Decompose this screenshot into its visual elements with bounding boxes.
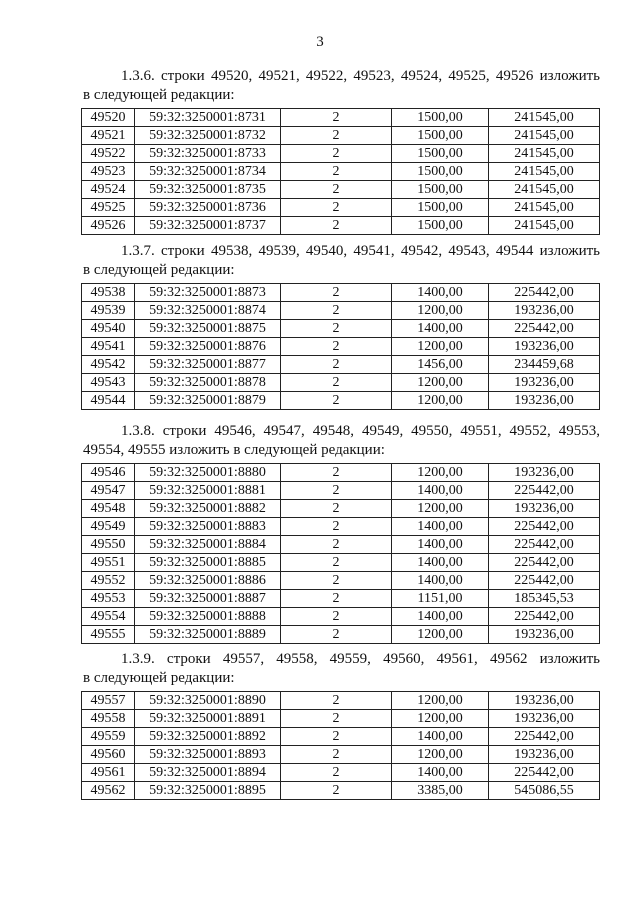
cell-area: 1200,00 (392, 374, 489, 392)
table-row (82, 536, 600, 554)
paragraph-line-1: 1.3.6. строки 49520, 49521, 49522, 49523, 49524, 49525, 49526 изложить (121, 68, 600, 84)
cell-cadastral-number: 59:32:3250001:8881 (135, 482, 281, 500)
cell-cadastral-number: 59:32:3250001:8888 (135, 608, 281, 626)
table-row (82, 782, 600, 800)
table-row (82, 163, 600, 181)
cell-area: 1400,00 (392, 518, 489, 536)
cell-area: 1200,00 (392, 464, 489, 482)
cell-row-number: 49558 (82, 710, 135, 728)
cell-row-number: 49523 (82, 163, 135, 181)
cell-value: 225442,00 (489, 764, 600, 782)
section-paragraph (83, 650, 600, 688)
table-row (82, 392, 600, 410)
cell-row-number: 49521 (82, 127, 135, 145)
cell-row-number: 49561 (82, 764, 135, 782)
cell-row-number: 49520 (82, 109, 135, 127)
table-row (82, 590, 600, 608)
section-1-3-7 (0, 242, 640, 410)
section-paragraph (83, 422, 600, 460)
cell-count: 2 (281, 199, 392, 217)
cell-value: 241545,00 (489, 181, 600, 199)
cell-cadastral-number: 59:32:3250001:8874 (135, 302, 281, 320)
cell-cadastral-number: 59:32:3250001:8882 (135, 500, 281, 518)
table-row (82, 199, 600, 217)
cell-row-number: 49551 (82, 554, 135, 572)
cell-cadastral-number: 59:32:3250001:8893 (135, 746, 281, 764)
cell-count: 2 (281, 692, 392, 710)
cell-area: 1200,00 (392, 626, 489, 644)
page-number: 3 (316, 34, 324, 50)
cell-area: 1200,00 (392, 302, 489, 320)
table-row (82, 710, 600, 728)
cell-area: 1200,00 (392, 692, 489, 710)
table-row (82, 217, 600, 235)
table-row (82, 764, 600, 782)
cell-area: 1400,00 (392, 536, 489, 554)
table-row (82, 302, 600, 320)
table-row (82, 518, 600, 536)
cell-cadastral-number: 59:32:3250001:8732 (135, 127, 281, 145)
cell-cadastral-number: 59:32:3250001:8876 (135, 338, 281, 356)
paragraph-line-1: 1.3.7. строки 49538, 49539, 49540, 49541, 49542, 49543, 49544 изложить (121, 243, 600, 259)
cell-value: 193236,00 (489, 464, 600, 482)
cell-area: 1456,00 (392, 356, 489, 374)
data-table (81, 691, 600, 800)
cell-row-number: 49525 (82, 199, 135, 217)
table-row (82, 746, 600, 764)
table-row (82, 109, 600, 127)
cell-cadastral-number: 59:32:3250001:8735 (135, 181, 281, 199)
cell-cadastral-number: 59:32:3250001:8895 (135, 782, 281, 800)
paragraph-line-2: в следующей редакции: (83, 262, 235, 278)
cell-row-number: 49538 (82, 284, 135, 302)
cell-value: 241545,00 (489, 127, 600, 145)
section-1-3-9 (0, 650, 640, 800)
cell-count: 2 (281, 536, 392, 554)
cell-cadastral-number: 59:32:3250001:8734 (135, 163, 281, 181)
cell-cadastral-number: 59:32:3250001:8880 (135, 464, 281, 482)
table-row (82, 356, 600, 374)
cell-row-number: 49560 (82, 746, 135, 764)
cell-cadastral-number: 59:32:3250001:8894 (135, 764, 281, 782)
cell-cadastral-number: 59:32:3250001:8884 (135, 536, 281, 554)
cell-value: 225442,00 (489, 518, 600, 536)
cell-count: 2 (281, 181, 392, 199)
table-row (82, 500, 600, 518)
table-row (82, 284, 600, 302)
cell-area: 1200,00 (392, 338, 489, 356)
cell-value: 234459,68 (489, 356, 600, 374)
cell-row-number: 49522 (82, 145, 135, 163)
cell-cadastral-number: 59:32:3250001:8885 (135, 554, 281, 572)
cell-count: 2 (281, 608, 392, 626)
cell-value: 241545,00 (489, 109, 600, 127)
cell-cadastral-number: 59:32:3250001:8875 (135, 320, 281, 338)
cell-cadastral-number: 59:32:3250001:8731 (135, 109, 281, 127)
cell-row-number: 49555 (82, 626, 135, 644)
cell-row-number: 49540 (82, 320, 135, 338)
section-1-3-6 (0, 67, 640, 235)
cell-count: 2 (281, 374, 392, 392)
paragraph-line-2: в следующей редакции: (83, 670, 235, 686)
cell-area: 1400,00 (392, 728, 489, 746)
cell-cadastral-number: 59:32:3250001:8887 (135, 590, 281, 608)
cell-value: 241545,00 (489, 199, 600, 217)
section-paragraph (83, 242, 600, 280)
cell-row-number: 49542 (82, 356, 135, 374)
cell-count: 2 (281, 217, 392, 235)
cell-count: 2 (281, 284, 392, 302)
cell-value: 241545,00 (489, 163, 600, 181)
cell-value: 241545,00 (489, 217, 600, 235)
cell-cadastral-number: 59:32:3250001:8877 (135, 356, 281, 374)
cell-area: 1500,00 (392, 163, 489, 181)
cell-count: 2 (281, 518, 392, 536)
cell-area: 1400,00 (392, 482, 489, 500)
table-row (82, 338, 600, 356)
table-row (82, 608, 600, 626)
cell-area: 1500,00 (392, 217, 489, 235)
table-row (82, 554, 600, 572)
cell-count: 2 (281, 572, 392, 590)
table-row (82, 482, 600, 500)
cell-area: 1500,00 (392, 181, 489, 199)
table-row (82, 320, 600, 338)
cell-count: 2 (281, 764, 392, 782)
cell-count: 2 (281, 626, 392, 644)
cell-area: 3385,00 (392, 782, 489, 800)
cell-cadastral-number: 59:32:3250001:8886 (135, 572, 281, 590)
cell-value: 193236,00 (489, 500, 600, 518)
cell-value: 225442,00 (489, 554, 600, 572)
cell-area: 1500,00 (392, 127, 489, 145)
cell-row-number: 49541 (82, 338, 135, 356)
data-table (81, 463, 600, 644)
cell-area: 1500,00 (392, 109, 489, 127)
cell-row-number: 49547 (82, 482, 135, 500)
cell-count: 2 (281, 356, 392, 374)
cell-cadastral-number: 59:32:3250001:8892 (135, 728, 281, 746)
cell-count: 2 (281, 464, 392, 482)
cell-count: 2 (281, 392, 392, 410)
cell-row-number: 49552 (82, 572, 135, 590)
cell-count: 2 (281, 782, 392, 800)
cell-value: 225442,00 (489, 608, 600, 626)
cell-cadastral-number: 59:32:3250001:8889 (135, 626, 281, 644)
cell-value: 545086,55 (489, 782, 600, 800)
cell-area: 1500,00 (392, 199, 489, 217)
cell-row-number: 49562 (82, 782, 135, 800)
data-table (81, 283, 600, 410)
cell-count: 2 (281, 746, 392, 764)
cell-cadastral-number: 59:32:3250001:8878 (135, 374, 281, 392)
cell-value: 193236,00 (489, 746, 600, 764)
cell-value: 241545,00 (489, 145, 600, 163)
cell-value: 225442,00 (489, 536, 600, 554)
cell-cadastral-number: 59:32:3250001:8879 (135, 392, 281, 410)
cell-area: 1151,00 (392, 590, 489, 608)
cell-value: 193236,00 (489, 338, 600, 356)
cell-row-number: 49539 (82, 302, 135, 320)
cell-area: 1400,00 (392, 320, 489, 338)
paragraph-line-2: в следующей редакции: (83, 87, 235, 103)
cell-row-number: 49543 (82, 374, 135, 392)
table-row (82, 464, 600, 482)
table-row (82, 626, 600, 644)
table-row (82, 728, 600, 746)
cell-area: 1400,00 (392, 764, 489, 782)
cell-value: 225442,00 (489, 482, 600, 500)
paragraph-line-1: 1.3.8. строки 49546, 49547, 49548, 49549, 49550, 49551, 49552, 49553, (121, 423, 600, 439)
cell-area: 1200,00 (392, 746, 489, 764)
cell-row-number: 49549 (82, 518, 135, 536)
cell-value: 193236,00 (489, 374, 600, 392)
cell-value: 193236,00 (489, 692, 600, 710)
cell-cadastral-number: 59:32:3250001:8883 (135, 518, 281, 536)
table-row (82, 145, 600, 163)
cell-count: 2 (281, 163, 392, 181)
cell-value: 225442,00 (489, 284, 600, 302)
cell-value: 193236,00 (489, 302, 600, 320)
table-row (82, 127, 600, 145)
cell-row-number: 49550 (82, 536, 135, 554)
cell-row-number: 49553 (82, 590, 135, 608)
cell-cadastral-number: 59:32:3250001:8736 (135, 199, 281, 217)
data-table (81, 108, 600, 235)
cell-area: 1400,00 (392, 608, 489, 626)
cell-count: 2 (281, 145, 392, 163)
cell-area: 1400,00 (392, 284, 489, 302)
cell-value: 225442,00 (489, 320, 600, 338)
cell-area: 1400,00 (392, 554, 489, 572)
cell-cadastral-number: 59:32:3250001:8890 (135, 692, 281, 710)
cell-count: 2 (281, 302, 392, 320)
cell-value: 185345,53 (489, 590, 600, 608)
cell-row-number: 49526 (82, 217, 135, 235)
cell-count: 2 (281, 554, 392, 572)
cell-area: 1200,00 (392, 500, 489, 518)
section-paragraph (83, 67, 600, 105)
cell-count: 2 (281, 320, 392, 338)
cell-value: 193236,00 (489, 710, 600, 728)
cell-count: 2 (281, 710, 392, 728)
cell-row-number: 49559 (82, 728, 135, 746)
paragraph-line-2: 49554, 49555 изложить в следующей редакции: (83, 442, 385, 458)
section-1-3-8 (0, 422, 640, 644)
cell-area: 1200,00 (392, 392, 489, 410)
paragraph-line-1: 1.3.9. строки 49557, 49558, 49559, 49560, 49561, 49562 изложить (121, 651, 600, 667)
cell-count: 2 (281, 590, 392, 608)
cell-row-number: 49546 (82, 464, 135, 482)
cell-row-number: 49548 (82, 500, 135, 518)
cell-value: 193236,00 (489, 626, 600, 644)
cell-count: 2 (281, 500, 392, 518)
table-row (82, 692, 600, 710)
cell-row-number: 49544 (82, 392, 135, 410)
table-row (82, 181, 600, 199)
cell-cadastral-number: 59:32:3250001:8733 (135, 145, 281, 163)
table-row (82, 572, 600, 590)
cell-cadastral-number: 59:32:3250001:8737 (135, 217, 281, 235)
cell-count: 2 (281, 338, 392, 356)
cell-cadastral-number: 59:32:3250001:8891 (135, 710, 281, 728)
cell-area: 1200,00 (392, 710, 489, 728)
cell-count: 2 (281, 109, 392, 127)
cell-value: 193236,00 (489, 392, 600, 410)
cell-row-number: 49557 (82, 692, 135, 710)
cell-count: 2 (281, 728, 392, 746)
cell-count: 2 (281, 482, 392, 500)
cell-value: 225442,00 (489, 728, 600, 746)
cell-value: 225442,00 (489, 572, 600, 590)
cell-area: 1400,00 (392, 572, 489, 590)
cell-cadastral-number: 59:32:3250001:8873 (135, 284, 281, 302)
cell-count: 2 (281, 127, 392, 145)
cell-area: 1500,00 (392, 145, 489, 163)
cell-row-number: 49524 (82, 181, 135, 199)
table-row (82, 374, 600, 392)
cell-row-number: 49554 (82, 608, 135, 626)
